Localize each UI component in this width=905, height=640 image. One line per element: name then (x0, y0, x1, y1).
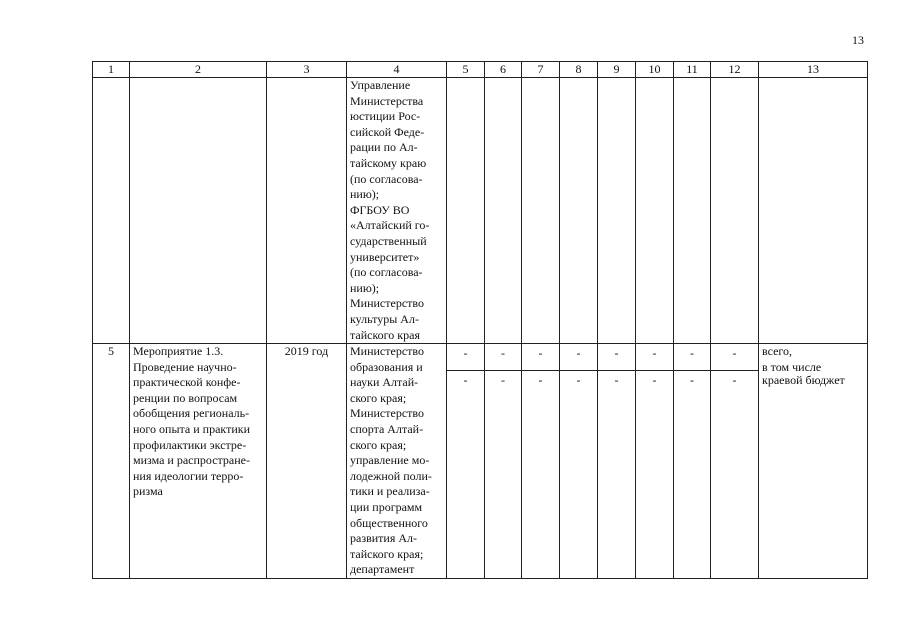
amount-total: - (652, 346, 657, 361)
header-cell: 4 (347, 62, 447, 78)
program-table (92, 61, 868, 579)
amount-total: - (501, 346, 505, 361)
row-number-cell: 5 (93, 344, 130, 579)
event-cell: Мероприятие 1.3. Проведение научно- практической конфе- ренции по вопросам обобщения региональ- ного опыта и практики профилактики экстре- мизма и распростране- ния идеологии терро- ризма (130, 344, 267, 579)
header-cell: 1 (93, 62, 130, 78)
amount-cell (522, 344, 560, 579)
amount-cell (560, 344, 598, 579)
header-cell: 7 (522, 62, 560, 78)
funding-source-cell (759, 344, 868, 579)
header-cell: 9 (598, 62, 636, 78)
header-cell: 3 (267, 62, 347, 78)
header-cell: 2 (130, 62, 267, 78)
amount-cell (598, 344, 636, 579)
table-row-continued (93, 78, 868, 344)
header-cell: 10 (636, 62, 674, 78)
header-cell: 5 (447, 62, 485, 78)
table-cell (598, 78, 636, 344)
table-cell (130, 78, 267, 344)
amount-regional: - (522, 370, 559, 396)
amount-regional: - (447, 370, 484, 396)
header-cell: 12 (711, 62, 759, 78)
header-cell: 8 (560, 62, 598, 78)
header-cell: 6 (485, 62, 522, 78)
amount-regional: - (674, 370, 710, 396)
amount-regional: - (560, 370, 597, 396)
table-cell (447, 78, 485, 344)
table-cell (485, 78, 522, 344)
amount-cell (485, 344, 522, 579)
table-cell (93, 78, 130, 344)
amount-regional: - (711, 370, 758, 396)
amount-cell (447, 344, 485, 579)
funding-source-total: всего, в том числе (762, 344, 822, 374)
table-cell (674, 78, 711, 344)
executors-cell: Министерство образования и науки Алтай- ского края; Министерство спорта Алтай- ского края; управление мо- лодежной поли- тики и реализа- ции программ общественного развития Ал- тайского края; департамент (347, 344, 447, 579)
table-cell (711, 78, 759, 344)
amount-regional: - (636, 370, 673, 396)
executors-cell: Управление Министерства юстиции Рос- сийской Феде- рации по Ал- тайскому краю (по согласова- нию); ФГБОУ ВО «Алтайский го- сударственный университет» (по согласова- нию); Министерство культуры Ал- тайского края (347, 78, 447, 344)
year-cell: 2019 год (267, 344, 347, 579)
amount-cell (674, 344, 711, 579)
amount-total: - (690, 346, 694, 361)
amount-total: - (463, 346, 468, 361)
table-header-row (93, 62, 868, 78)
header-cell: 13 (759, 62, 868, 78)
table-row-5 (93, 344, 868, 579)
table-cell (636, 78, 674, 344)
funding-source-regional: краевой бюджет (762, 373, 845, 388)
amount-total: - (576, 346, 581, 361)
table-cell (759, 78, 868, 344)
table-cell (267, 78, 347, 344)
amount-total: - (614, 346, 619, 361)
amount-cell (636, 344, 674, 579)
amount-total: - (538, 346, 543, 361)
table-cell (560, 78, 598, 344)
table-cell (522, 78, 560, 344)
amount-cell (711, 344, 759, 579)
amount-total: - (732, 346, 737, 361)
amount-regional: - (485, 370, 521, 396)
header-cell: 11 (674, 62, 711, 78)
page-number: 13 (852, 33, 864, 47)
amount-regional: - (598, 370, 635, 396)
